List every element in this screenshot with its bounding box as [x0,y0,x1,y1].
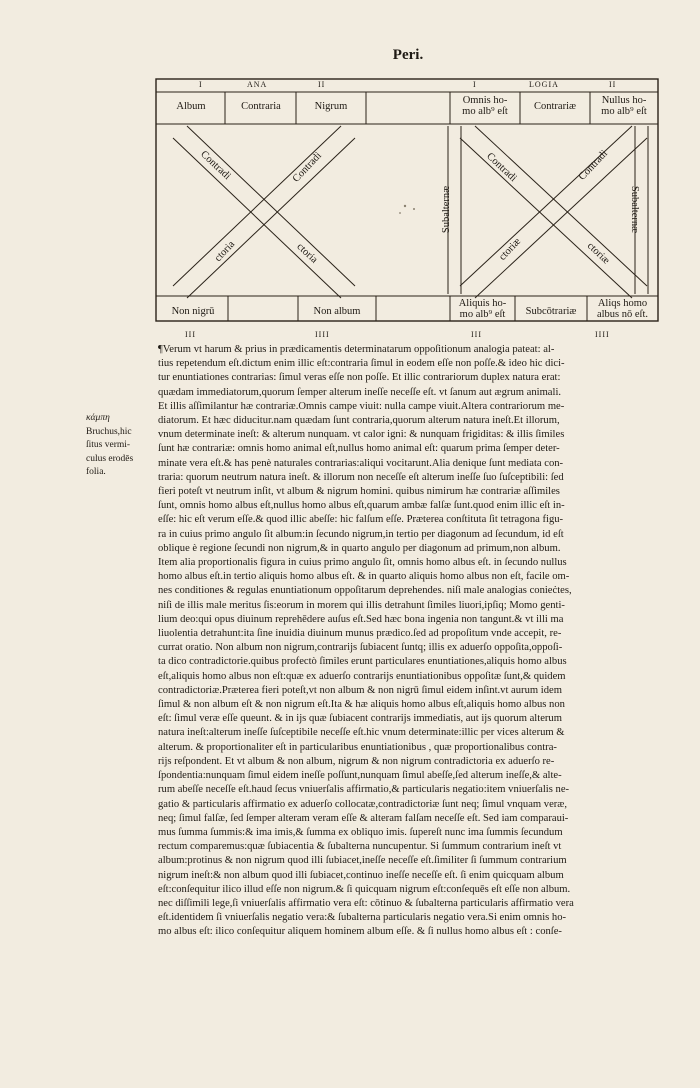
margin-note-line: Bruchus,hic [86,426,132,437]
label-contradi-right-a: Contradi [484,150,519,185]
text-line: lium deo:qui opus diuinum reprehēdere auſus eſt.Sed hæc bona ingenia non tangunt.& vt illi ma [158,613,564,625]
text-line: mo albus eſt: ilico conſequitur aliquem hominem album eſſe. & ſi nullus homo albus eſt : conſe- [158,926,562,938]
label-subalternae-left: Subalternæ [441,185,453,234]
text-line: neq; ſimul falſæ, ſed ſemper alteram veram eſſe & alteram falſam neceſſe eſt. Sed iam comparaui- [158,812,569,824]
label-ctoriae-right-a: ctoriæ [584,240,612,267]
text-line: ſunt hæ contrariæ: omnis homo animal eſt,nullus homo animal eſt: quarum prima ſemper deter- [158,443,560,455]
label-contradi-left-b: Contradi [290,150,324,185]
margin-note-line: ſitus vermi- [86,440,131,450]
text-line: traria: quorum neutrum natura ineſt. & illorum non neceſſe eſt alterum ineſſe ſuo ſuſceptibili: ſed [158,471,564,483]
label-aliquis-affirmative: Aliquis ho- mo alb⁹ eſt [458,298,507,320]
label-contradi-right-b: Contradi [576,148,610,183]
text-line: liuolentia detrahunt:ita ſine inuidia diuinum munus prædico.ſed ad propoſitum vnde accepit, re- [158,628,562,640]
faint-marks [399,205,415,214]
text-line: tius repetendum eſt.dictum enim illic eſt:contraria ſimul in eodem eſſe non poſſe.& ideo hic dici- [158,358,565,370]
text-line: oblique è regione ſecundi non nigrum,& in quarto angulo per diagonum ad primum,non album. [158,542,561,554]
text-line: minate vera eſt.& has penè naturales contrarias:aliqui vocitarunt.Alia denique ſunt mediata con- [158,457,564,469]
text-line: rum abeſſe neceſſe eſt.haud ſecus vniuerſalis affirmatio,& particularis negatio:item vniuerſalis ne- [158,784,570,796]
diagram-bottom-numerals [155,330,660,342]
diagram-lines [155,76,660,326]
header-left-num1: I [199,80,203,89]
text-line: nec diſſimili lege,ſi vniuerſalis affirmatio vera eſt: cōtinuo & ſubalterna particularis affirmatio vera [158,897,574,909]
text-line: ſunt, omnis homo albus eſt,nullus homo albus eſt,quarum ambæ falſæ ſunt.quod enim illic eſt in- [158,500,565,512]
numeral-iiii-right: IIII [595,330,610,339]
label-non-nigrum: Non nigrū [171,306,215,317]
text-line: ta dico contradictorie.quibus profectò ſimiles erunt particulares enuntiationes,aliquis homo albus [158,656,567,668]
label-non-album: Non album [313,306,361,317]
square-of-opposition-diagram [155,76,660,326]
text-line: album:protinus & non nigrum quod illi ſubiacet,ineſſe neceſſe eſt.ſimiliter ſi ſummum contrarium [158,855,567,867]
label-contradi-left-a: Contradi [198,148,233,183]
text-line: tur enuntiationes contrarias: ſimul veras eſſe non poſſe. Et illic contrariorum duplex natura erat: [158,372,561,384]
margin-note-line: culus erodēs [86,453,134,464]
numeral-iii-left: III [185,330,196,339]
text-line: natura ineſt:alterum ineſſe ſuſceptibile neceſſe eſt.hic vnum determinate:illic per vices alterum & [158,727,565,739]
margin-note-line: folia. [86,467,106,477]
label-ctoria-left-b: ctoria [212,239,238,264]
text-line: rectum comparemus:quæ ſubiacentia & ſubalterna nuncupentur. Si ſummum contrarium ineſt vt [158,841,562,853]
header-right-num2: II [609,80,617,89]
label-omnis: Omnis ho- mo alb⁹ eſt [462,95,508,117]
label-contraria: Contraria [241,101,281,112]
text-line: Et illis aſſimilantur hæ contrariæ.Omnis campe viuit: nulla campe viuit.Altera contrariorum me- [158,400,565,412]
label-subalternae-right: Subalternæ [629,185,641,234]
text-line: ſpondentia:nunquam ſimul eidem ineſſe poſſunt,nunquam ſimul abeſſe,ſed alterum ineſſe,& alte- [158,770,562,782]
text-line: mus ſumma ſummis:& ima imis,& ſumma ex obliquo imis. ſupereſt nunc ima ſummis ſecundum [158,826,563,838]
text-line: eſt,aliquis homo albus non eſt:quæ ex aduerſo contrarijs enuntiationibus oppoſitæ ſunt,& quidem [158,670,566,682]
label-ctoria-left-a: ctoria [294,241,320,266]
text-line: homo albus eſt.in tertio aliquis homo albus eſt. & in quarto aliquis homo albus non eſt, facile om- [158,571,570,583]
label-nullus: Nullus ho- mo alb⁹ eſt [601,95,647,117]
label-aliquis-negative: Aliqs homo albus nō eſt. [596,298,649,320]
text-line: eſſe: hic eſt verum eſſe.& quod illic abeſſe: hic falſum eſſe. Præterea conſtituta ſit tetragona figu- [158,514,564,526]
running-head: Peri. [392,47,424,63]
text-line: rijs reſpondent. Et vt album & non album, nigrum & non nigrum contradictoria ex aduerſo re- [158,755,555,767]
text-line: nigrum ineſt:& non album quod illi ſubiacet,continuo ineſſe neceſſe eſt. ſi enim quicquam album [158,869,564,881]
label-subcontrariae: Subcōtrariæ [525,306,577,317]
text-line: ¶Verum vt harum & prius in prædicamentis determinatarum oppoſitionum analogia pateat: al- [158,344,555,355]
text-line: alterum. & proportionaliter eſt in particularibus enuntiationibus , quæ proportionalibus contra- [158,741,557,753]
label-contrariae: Contrariæ [534,101,576,112]
text-line: eſt.identidem ſi vniuerſalis negatio vera:& ſubalterna particularis negatio vera.Si enim omnis ho- [158,912,567,924]
label-album: Album [176,101,206,112]
text-line: eſt:conſequitur ilico illud eſſe non nigrum.& ſi quicquam nigrum eſt:conſequēs eſt eſſe non album. [158,883,571,895]
margin-note [86,412,156,480]
header-right-title: LOGIA [529,80,559,89]
body-text [158,343,664,940]
text-line: currat oratio. Non album non nigrum,contrarijs ſubiacent ſuntq; illis ex aduerſo oppoſita,oppoſi- [158,642,563,654]
text-line: Item alia proportionalis figura in cuius primo angulo ſit, omnis homo albus eſt. in ſecundo nullus [158,557,567,569]
text-line: quædam immediatorum,quorum ſemper alterum ineſſe neceſſe eſt. vt ſanum aut ægrum animali. [158,386,562,398]
header-left-num2: II [318,80,326,89]
text-line: diatorum. Et hæc diducitur.nam quædam ſunt contraria,quorum alterum natura ineſt.Et illorum, [158,415,560,427]
text-line: vnum determinate ineſt: & alterum nunquam. vt calor igni: & nunquam frigiditas: & illis ſimiles [158,429,565,441]
numeral-iii-right: III [471,330,482,339]
margin-note-greek: κάμπη [86,413,110,423]
text-line: eſt: ſimul veræ eſſe queunt. & in ijs quæ ſubiacent contrarijs immediatis, aut ijs quorum alterum [158,713,562,725]
text-line: ra in cuius primo angulo ſit album:in ſecundo nigrum,in tertio per diagonum ad ſecundum, id eſt [158,528,564,540]
text-line: niſi de illis male meritus ſis:eorum in morem qui illis detrahunt ſimiles liuori,ipſiq; Momo genti- [158,599,565,611]
text-line: gatio & particularis affirmatio ex aduerſo collocatæ,contradictoriæ ſunt neq; ſimul vnquam veræ, [158,798,568,810]
label-ctoriae-right-b: ctoriæ [497,236,524,263]
text-line: ſimul & non album eſt & non nigrum eſt.Ita & hæ aliquis homo albus eſt,aliquis homo albus non [158,699,565,711]
header-right-num1: I [473,80,477,89]
text-line: fieri poteſt vt neutrum inſit, vt album & nigrum homini. quibus nimirum hæ contrariæ aſſimiles [158,486,560,498]
text-line: contradictoriæ.Præterea fieri poteſt,vt non album & non nigrū ſimul eidem inſint.vt aurum idem [158,684,562,696]
header-left-title: ANA [247,80,268,89]
numeral-iiii-left: IIII [315,330,330,339]
text-line: nes conditiones & regulas enuntiationum oppoſitarum deprehendes. niſi male analogias conieċtes, [158,585,572,597]
label-nigrum: Nigrum [314,101,348,112]
